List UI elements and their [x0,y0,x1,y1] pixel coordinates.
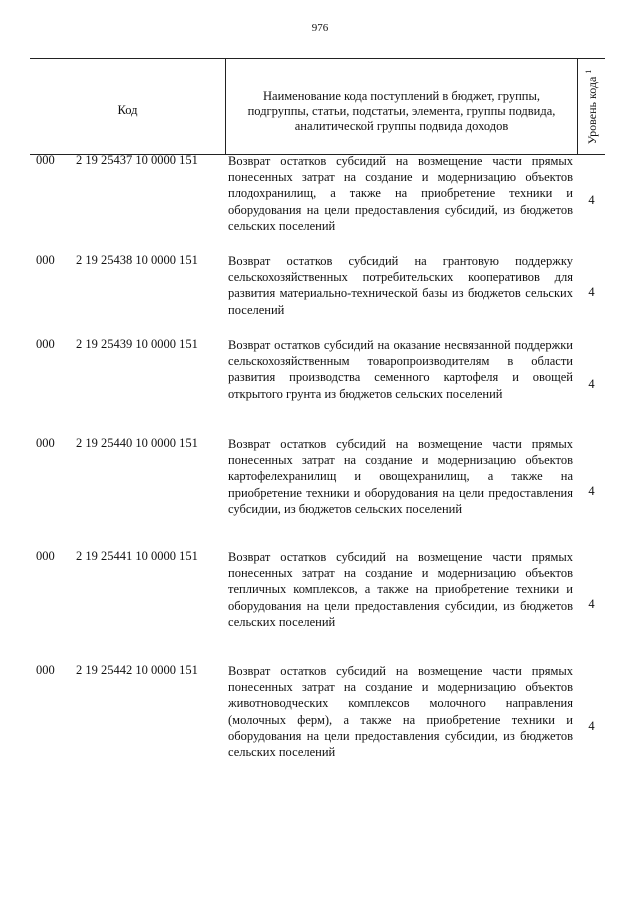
admin-code: 000 [36,153,55,167]
revenue-name: Возврат остатков субсидий на оказание несвязанной поддержки сельскохозяйственным товаропроизводителям в области развития производства семенного картофеля и овощей открытого грунта из бюджетов сельских поселений [228,338,573,401]
header-name: Наименование кода поступлений в бюджет, группы, подгруппы, статьи, подстатьи, элемента, группы подвида, аналитической группы подвида доходов [225,59,578,154]
header-level [578,59,605,154]
admin-code: 000 [36,253,55,267]
header-code: Код [117,103,138,117]
page-number: 976 [311,22,329,34]
admin-code: 000 [36,436,55,450]
revenue-code: 2 19 25440 10 0000 151 [76,436,198,450]
revenue-name: Возврат остатков субсидий на возмещение части прямых понесенных затрат на создание и модернизацию объектов животноводческих комплексов молочного направления (молочных ферм), а также на приобретение техники и оборудования на цели предоставления субсидии, из бюджетов сельских поселений [228,664,573,760]
admin-code: 000 [36,549,55,563]
code-level: 4 [588,484,595,498]
revenue-name: Возврат остатков субсидий на грантовую поддержку сельскохозяйственных потребительских кооперативов для развития материально-технической базы из бюджетов сельских поселений [228,254,573,317]
revenue-code: 2 19 25441 10 0000 151 [76,549,198,563]
revenue-name: Возврат остатков субсидий на возмещение части прямых понесенных затрат на создание и модернизацию объектов плодохранилищ, а также на приобретение техники и оборудования на цели предоставления субсидий, из бюджетов сельских поселений [228,154,573,233]
revenue-code: 2 19 25439 10 0000 151 [76,337,198,351]
header-level-label: Уровень кода [584,76,599,144]
code-level: 4 [588,285,595,299]
header-level-footnote: 1 [583,69,593,74]
revenue-code: 2 19 25438 10 0000 151 [76,253,198,267]
code-level: 4 [588,377,595,391]
admin-code: 000 [36,663,55,677]
code-level: 4 [588,719,595,733]
revenue-code: 2 19 25437 10 0000 151 [76,153,198,167]
revenue-name: Возврат остатков субсидий на возмещение части прямых понесенных затрат на создание и модернизацию объектов картофелехранилищ и овощехранилищ, а также на приобретение техники и оборудования на цели предоставления субсидии, из бюджетов сельских поселений [228,437,573,516]
revenue-name: Возврат остатков субсидий на возмещение части прямых понесенных затрат на создание и модернизацию объектов тепличных комплексов, а также на приобретение техники и оборудования на цели предоставления субсидии, из бюджетов сельских поселений [228,550,573,629]
admin-code: 000 [36,337,55,351]
code-level: 4 [588,193,595,207]
code-level: 4 [588,597,595,611]
table-header [30,58,605,155]
header-level-text [584,69,600,144]
revenue-code: 2 19 25442 10 0000 151 [76,663,198,677]
